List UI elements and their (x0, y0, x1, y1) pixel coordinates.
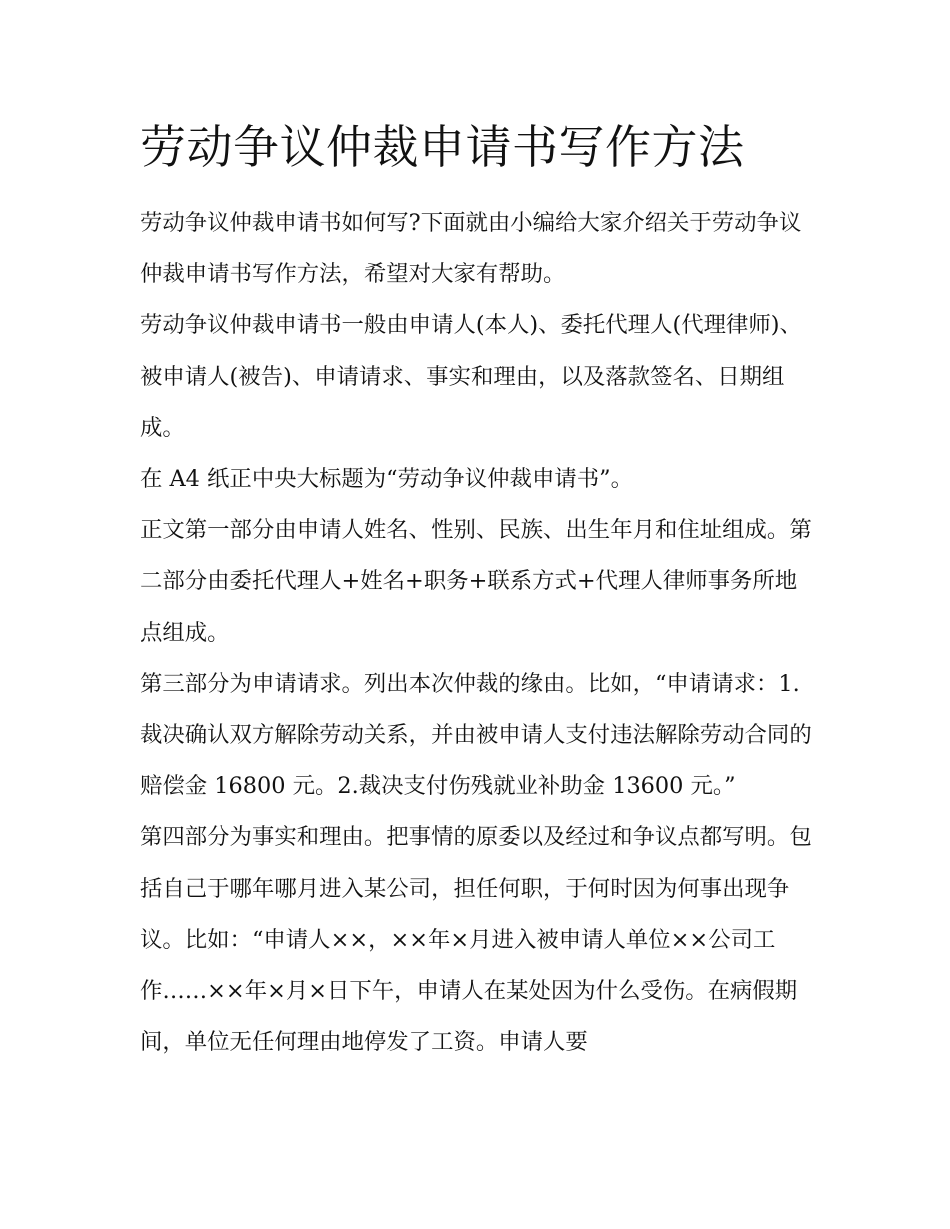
document-title: 劳动争议仲裁申请书写作方法 (140, 120, 745, 174)
paragraph-part-three: 第三部分为申请请求。列出本次仲裁的缘由。比如，“申请请求：1.裁决确认双方解除劳动关系，并由被申请人支付违法解除劳动合同的赔偿金 16800 元。2.裁决支付伤残就业补助金 13600 元。” (140, 670, 812, 800)
paragraph-part-four: 第四部分为事实和理由。把事情的原委以及经过和争议点都写明。包括自己于哪年哪月进入某公司，担任何职，于何时因为何事出现争议。比如：“申请人××，××年×月进入被申请人单位××公司工作……××年×月×日下午，申请人在某处因为什么受伤。在病假期间，单位无任何理由地停发了工资。申请人要 (140, 824, 812, 1056)
document-body (140, 198, 812, 1068)
paragraph-parts-one-two: 正文第一部分由申请人姓名、性别、民族、出生年月和住址组成。第二部分由委托代理人+姓名+职务+联系方式+代理人律师事务所地点组成。 (140, 517, 812, 646)
paragraph-intro: 劳动争议仲裁申请书如何写?下面就由小编给大家介绍关于劳动争议仲裁申请书写作方法，希望对大家有帮助。 (140, 210, 802, 288)
paragraph-components: 劳动争议仲裁申请书一般由申请人(本人)、委托代理人(代理律师)、被申请人(被告)、申请请求、事实和理由，以及落款签名、日期组成。 (140, 312, 802, 441)
paragraph-title-position: 在 A4 纸正中央大标题为“劳动争议仲裁申请书”。 (140, 466, 633, 493)
